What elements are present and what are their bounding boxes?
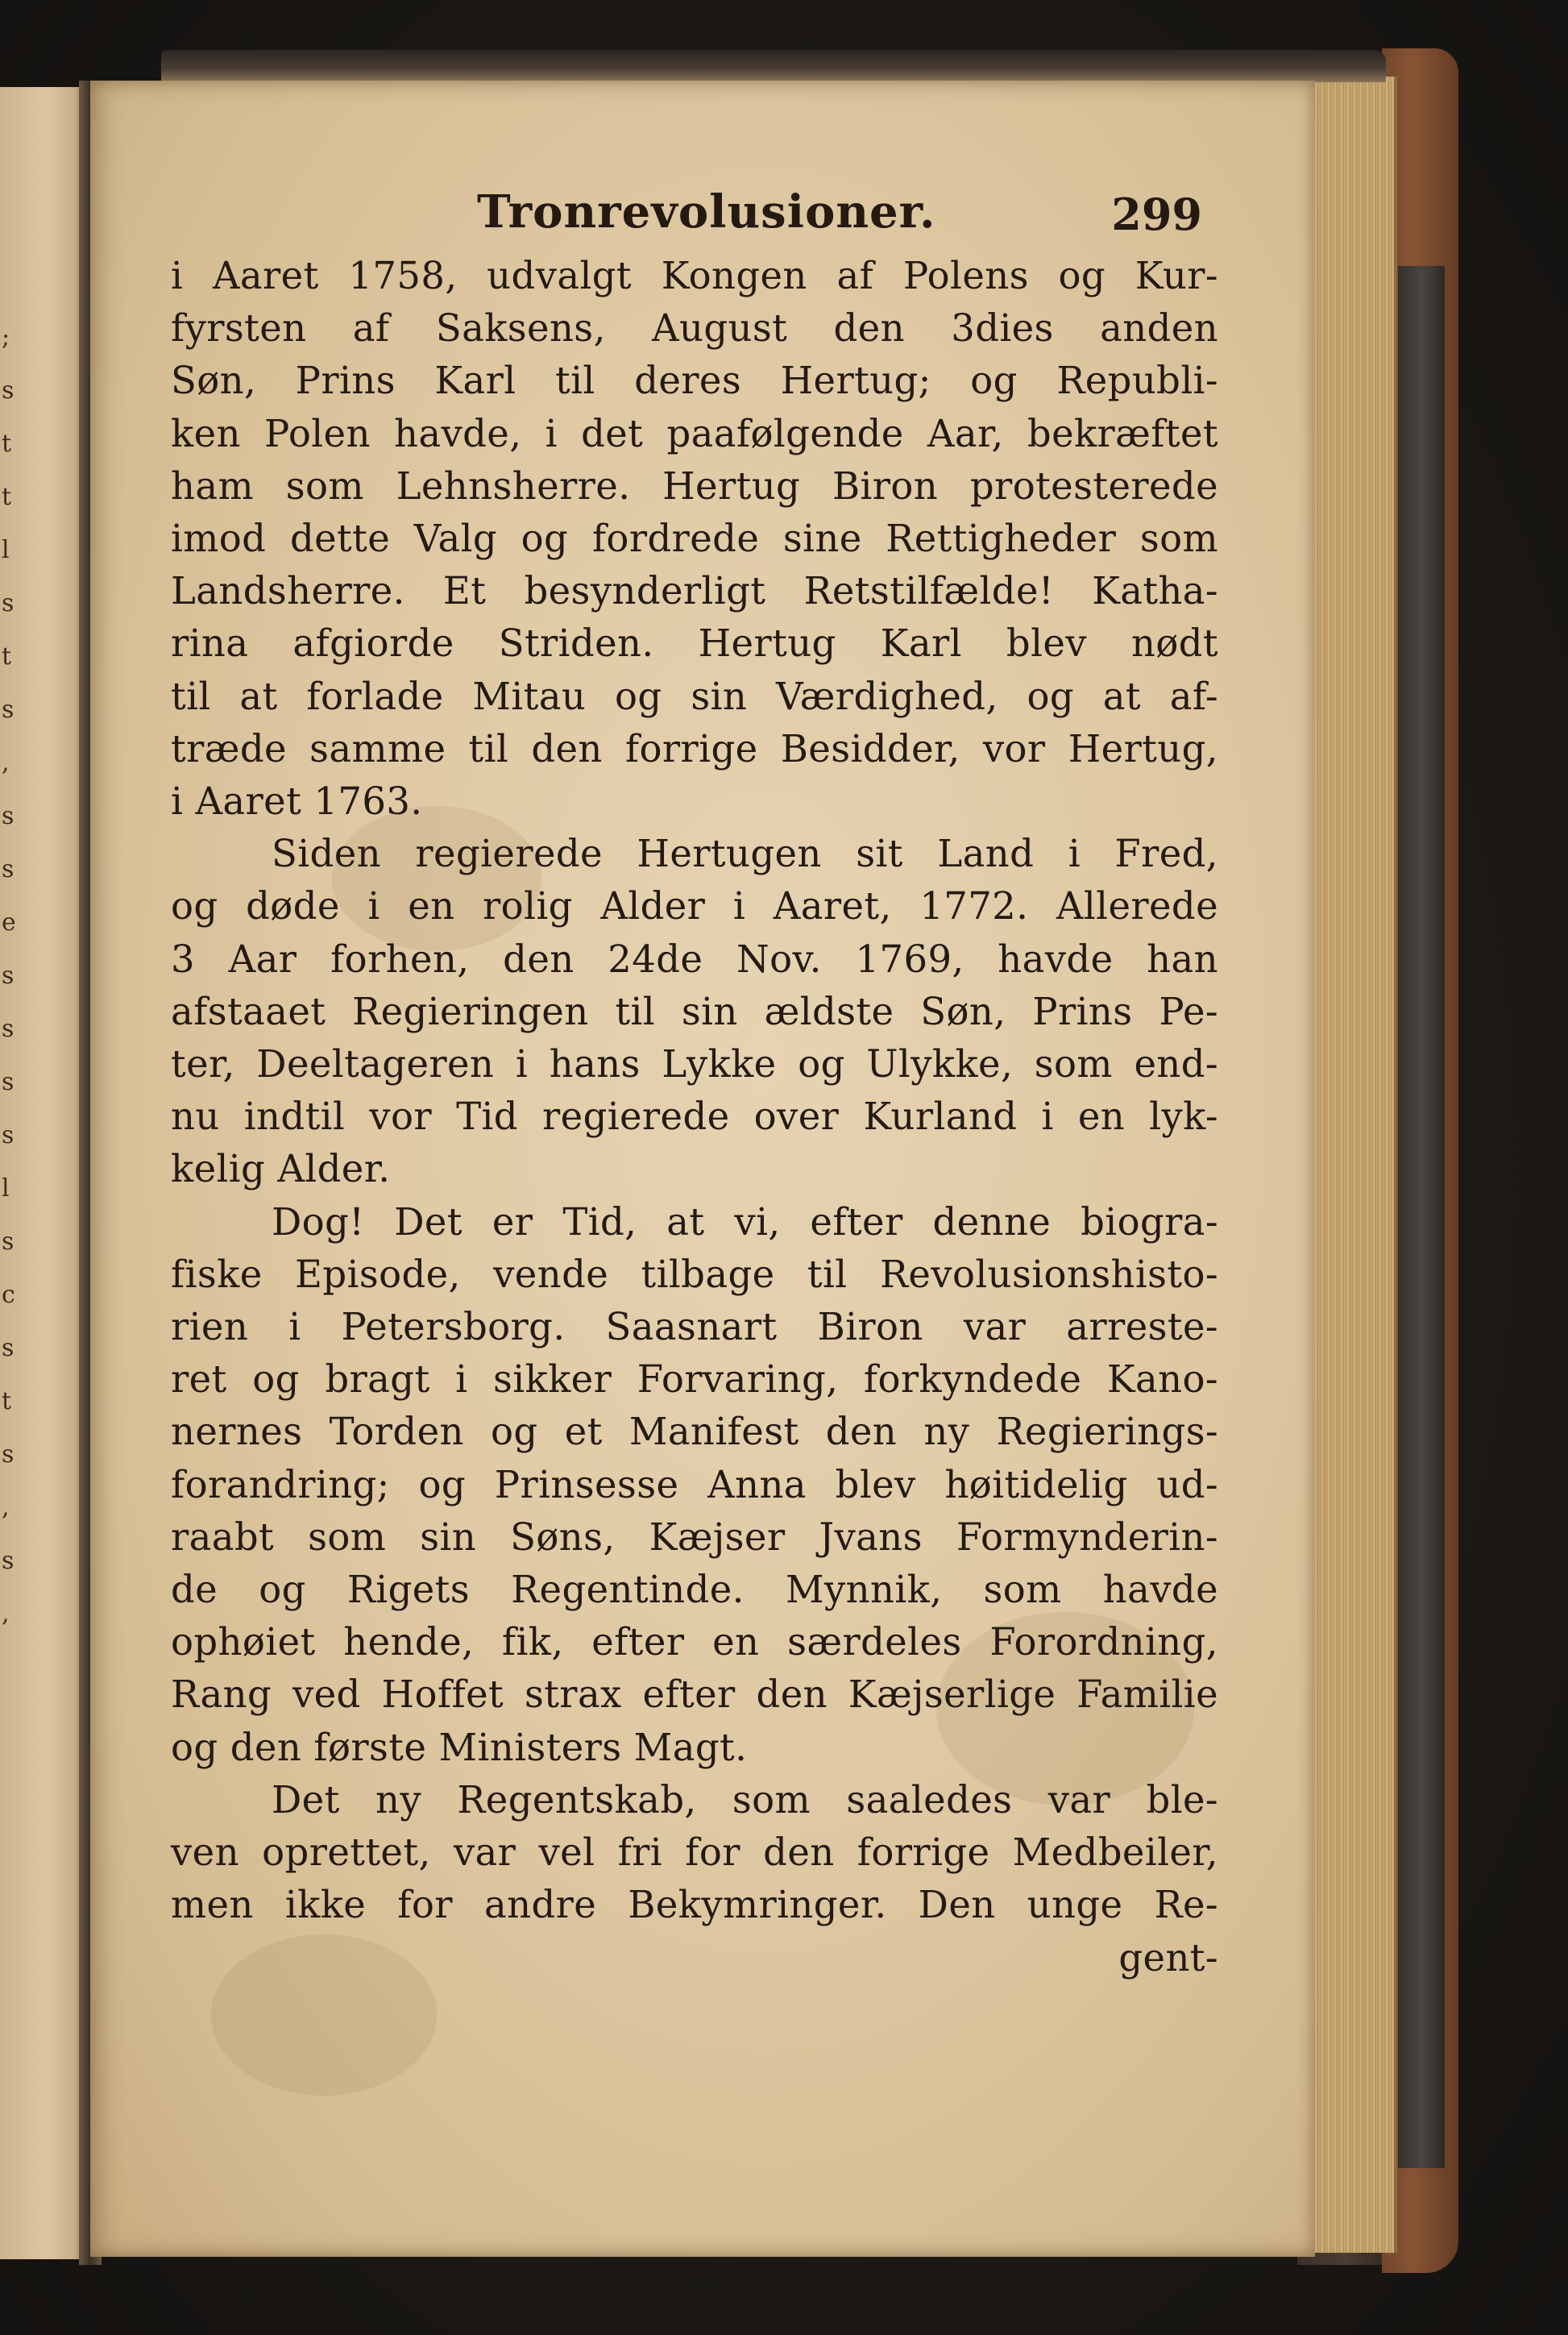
text-line: Dog! Det er Tid, at vi, efter denne biogra- [272,1199,1218,1244]
facing-page-mark: t [2,483,12,511]
text-line: til at forlade Mitau og sin Værdighed, og at af- [171,674,1218,718]
catchword-row [171,1932,1218,1984]
text-line: afstaaet Regieringen til sin ældste Søn, Prins Pe- [171,989,1218,1033]
text-line: i Aaret 1763. [171,779,423,824]
facing-page-mark: s [2,802,15,830]
text-line: og døde i en rolig Alder i Aaret, 1772. Allerede [171,884,1218,929]
text-line: træde samme til den forrige Besidder, vor Hertug, [171,726,1218,771]
facing-page-mark: s [2,1547,15,1575]
text-line: ken Polen havde, i det paafølgende Aar, bekræftet [171,411,1218,455]
facing-page-mark: s [2,589,15,617]
facing-page-mark: l [2,1174,10,1203]
page-text-block [171,177,1218,1984]
text-line: imod dette Valg og fordrede sine Rettigheder som [171,517,1218,561]
text-line: Landsherre. Et besynderligt Retstilfælde! Katha- [171,569,1218,613]
page-number: 299 [1111,189,1202,240]
facing-page-mark: s [2,1334,15,1362]
running-head [171,177,1218,250]
facing-page [0,87,87,2259]
facing-page-mark: t [2,642,12,671]
facing-page-mark: s [2,1068,15,1096]
text-line: og den første Ministers Magt. [171,1725,748,1769]
text-line: Siden regierede Hertugen sit Land i Fred, [272,832,1218,876]
text-line: forandring; og Prinsesse Anna blev høitidelig ud- [171,1462,1218,1506]
facing-page-mark: s [2,1121,15,1149]
text-line: ter, Deeltageren i hans Lykke og Ulykke, som end- [171,1042,1218,1086]
text-line: rien i Petersborg. Saasnart Biron var arreste- [171,1305,1218,1349]
facing-page-mark: ; [2,323,10,351]
catchword: gent- [1118,1935,1218,1980]
facing-page-mark: s [2,1440,15,1469]
text-line: rina afgiorde Striden. Hertug Karl blev nødt [171,621,1218,666]
text-line: men ikke for andre Bekymringer. Den unge Re- [171,1883,1218,1927]
book-page [90,81,1315,2257]
facing-page-mark: t [2,1387,12,1415]
facing-page-mark: c [2,1281,15,1309]
facing-page-mark: s [2,1015,15,1043]
text-line: Søn, Prins Karl til deres Hertug; og Republi- [171,359,1218,403]
page-stack-edge [1305,77,1397,2253]
text-line: ophøiet hende, fik, efter en særdeles Forordning, [171,1620,1218,1664]
text-line: Rang ved Hoffet strax efter den Kæjserlige Familie [171,1672,1218,1717]
text-line: Det ny Regentskab, som saaledes var ble- [272,1777,1218,1822]
body-text [171,250,1218,1932]
facing-page-mark: s [2,962,15,990]
text-line: ret og bragt i sikker Forvaring, forkyndede Kano- [171,1357,1218,1402]
facing-page-mark: , [2,749,10,777]
text-line: raabt som sin Søns, Kæjser Jvans Formynderin- [171,1514,1218,1559]
facing-page-mark: e [2,908,16,937]
book-top-edge [161,50,1386,82]
text-line: fyrsten af Saksens, August den 3dies anden [171,306,1218,351]
text-line: nu indtil vor Tid regierede over Kurland i en lyk- [171,1095,1218,1139]
facing-page-mark: s [2,376,15,405]
text-line: fiske Episode, vende tilbage til Revolusionshisto- [171,1252,1218,1296]
running-title: Tronrevolusioner. [477,185,936,239]
facing-page-mark: s [2,696,15,724]
facing-page-mark: s [2,1228,15,1256]
facing-page-mark: l [2,536,10,564]
text-line: nernes Torden og et Manifest den ny Regierings- [171,1410,1218,1454]
text-line: ven oprettet, var vel fri for den forrige Medbeiler, [171,1830,1218,1875]
text-line: kelig Alder. [171,1147,391,1191]
facing-page-mark: , [2,1494,10,1522]
text-line: de og Rigets Regentinde. Mynnik, som havde [171,1568,1218,1612]
cover-board [1398,266,1445,2168]
text-line: 3 Aar forhen, den 24de Nov. 1769, havde han [171,937,1218,981]
text-line: i Aaret 1758, udvalgt Kongen af Polens og Kur- [171,254,1218,297]
text-line: ham som Lehnsherre. Hertug Biron protesterede [171,463,1218,508]
facing-page-mark: , [2,1600,10,1628]
facing-page-mark: t [2,430,12,458]
facing-page-mark: s [2,855,15,883]
